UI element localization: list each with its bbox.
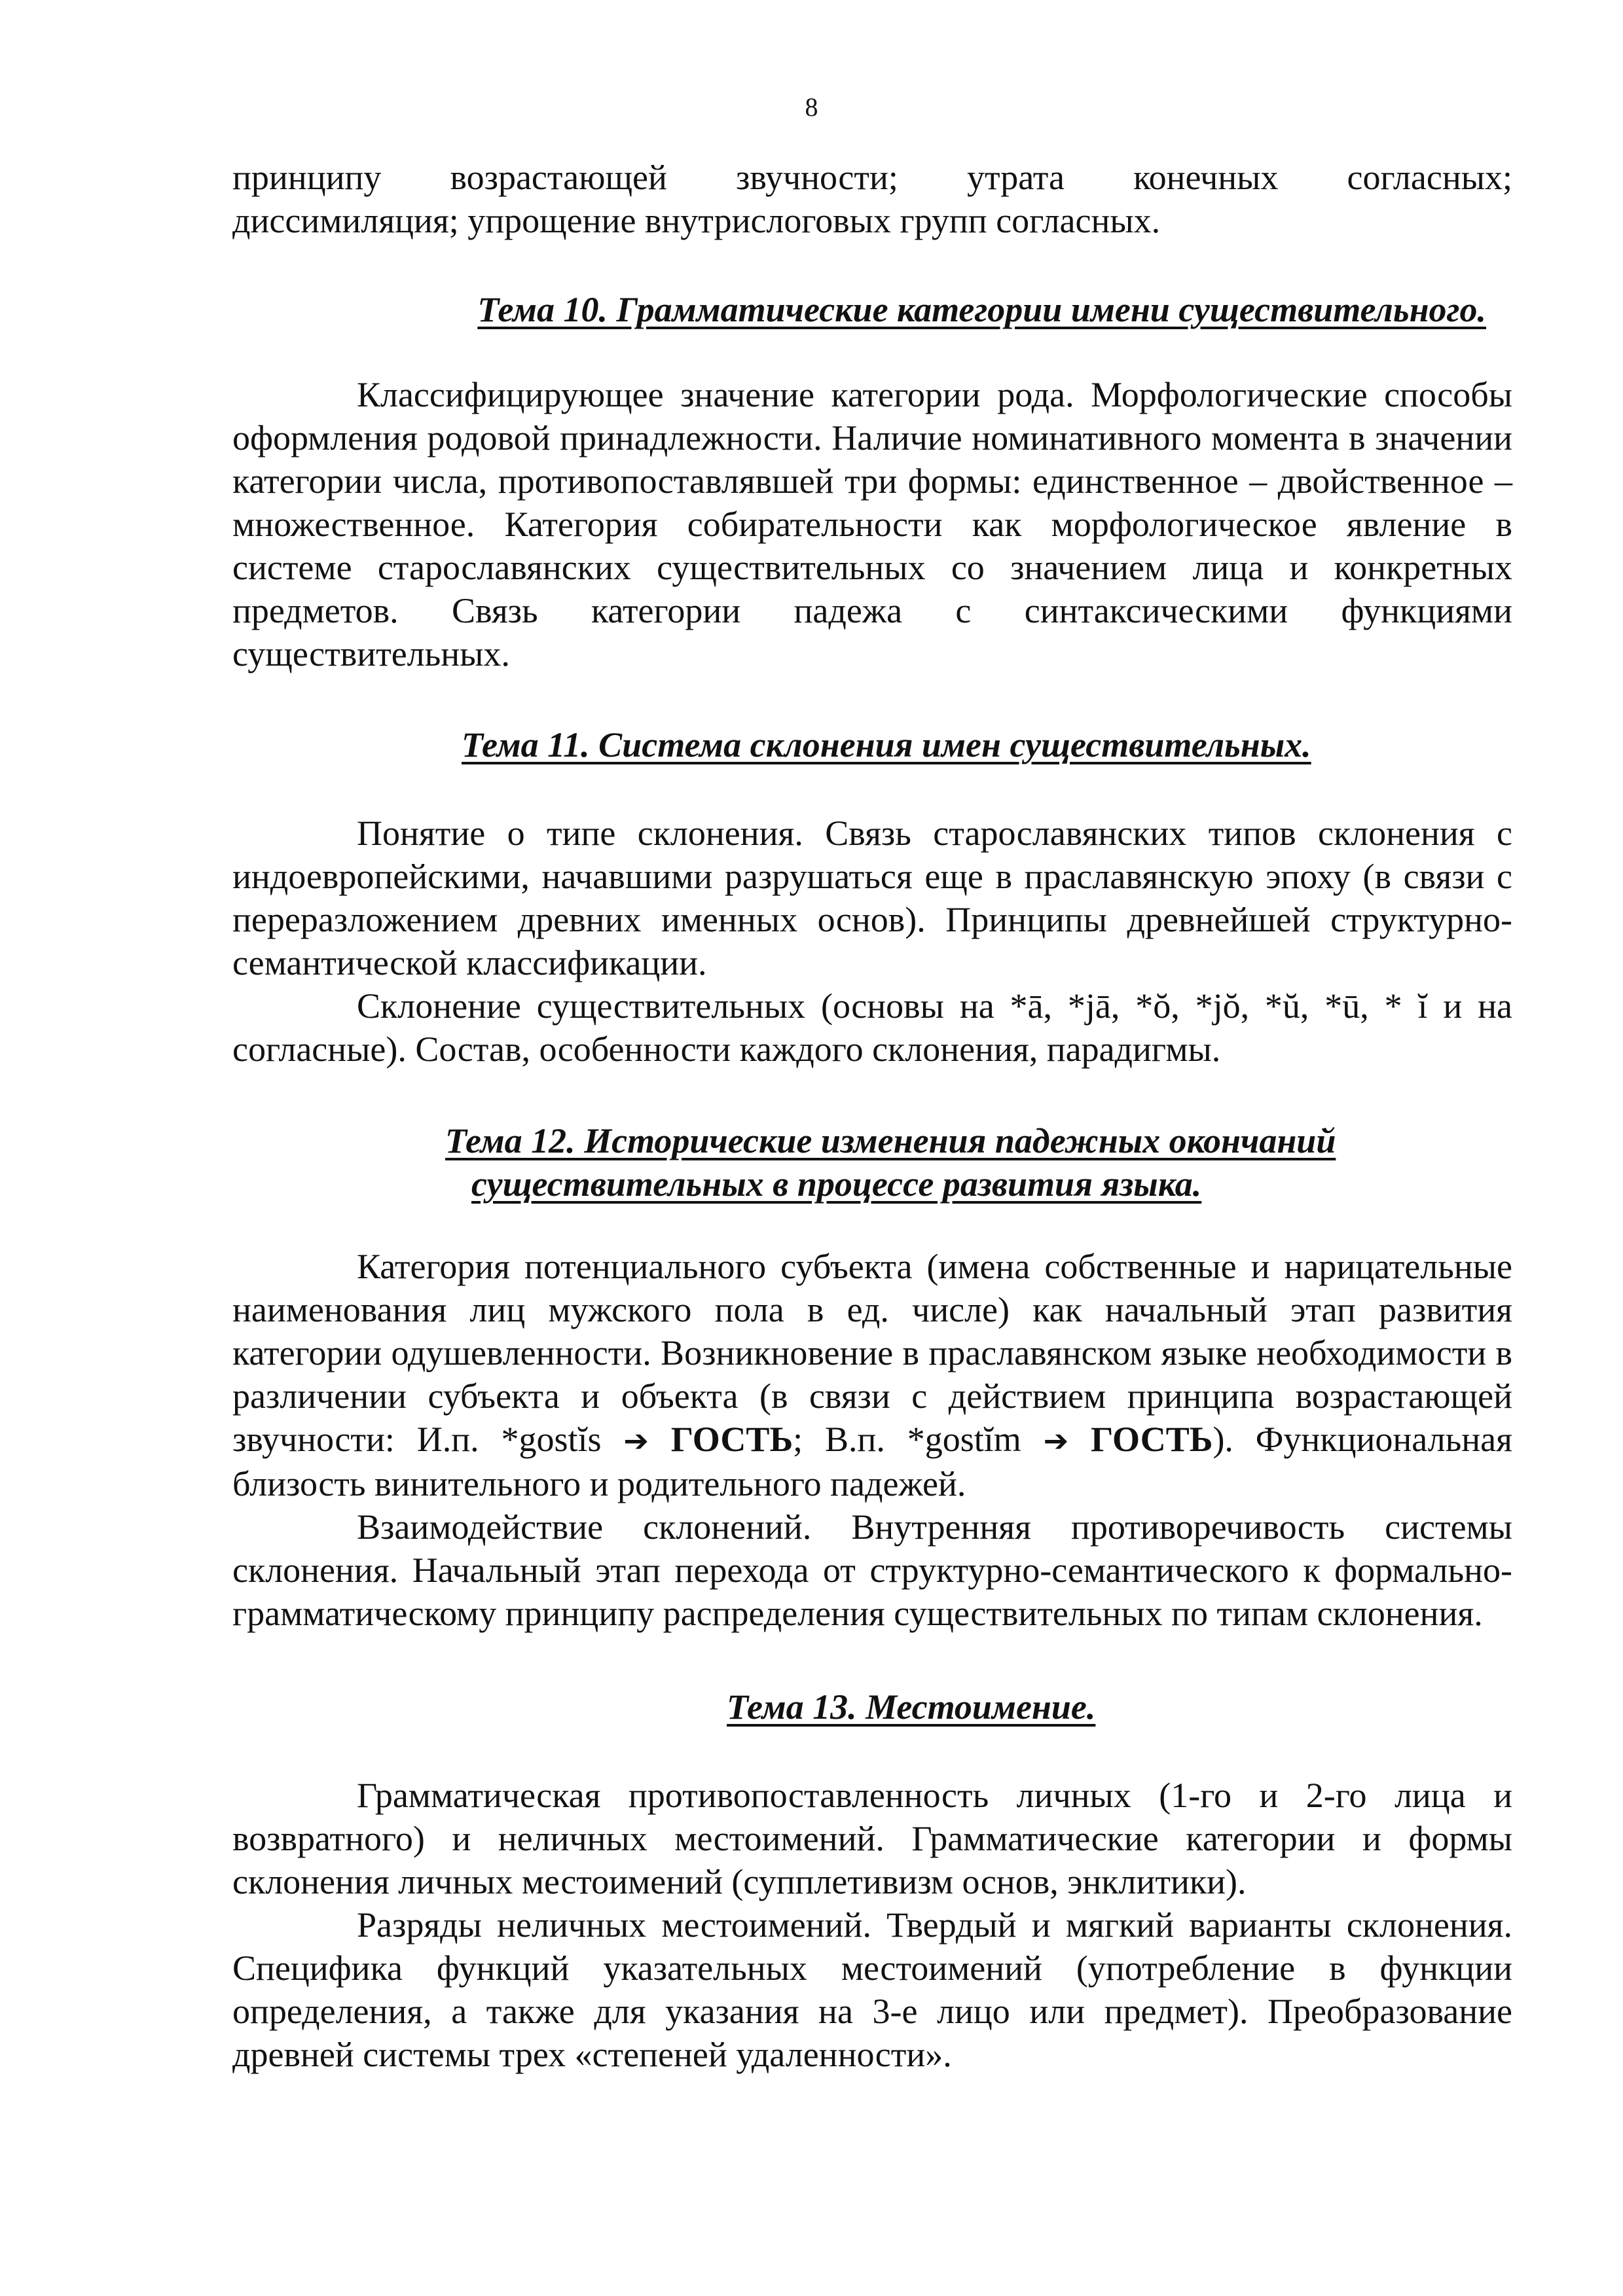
topic-12-text-2: ; В.п. *gostĭm xyxy=(793,1420,1044,1459)
topic-13-heading-block xyxy=(232,1685,1512,1729)
topic-12-paragraph-1 xyxy=(232,1245,1512,1505)
topic-12-heading-line-1: Тема 12. Исторические изменения падежных окончаний xyxy=(445,1121,1336,1160)
topic-10-paragraph-1: Классифицирующее значение категории рода. Морфологические способы оформления родовой принадлежности. Наличие номинативного момента в значении категории числа, противопоставлявшей три формы: единственное – двойственное – множественное. Категория собирательности как морфологическое явление в системе старославянских существительных со значением лица и конкретных предметов. Связь категории падежа с синтаксическими функциями существительных. xyxy=(232,375,1512,673)
topic-11-heading: Тема 11. Система склонения имен существительных. xyxy=(462,725,1311,764)
topic-11-paragraph-2: Склонение существительных (основы на *ā, *jā, *ŏ, *jŏ, *ŭ, *ū, * ĭ и на согласные). Состав, особенности каждого склонения, парадигмы. xyxy=(232,986,1512,1069)
topic-12-heading-line-2: существительных в процессе развития языка. xyxy=(471,1164,1202,1204)
continuation-paragraph xyxy=(232,156,1512,242)
arrow-right-icon: ➔ xyxy=(623,1423,649,1458)
continuation-line-1: принципу возрастающей звучности; утрата конечных согласных; xyxy=(232,158,1512,197)
topic-13-body xyxy=(232,1774,1512,2076)
topic-10-body xyxy=(232,373,1512,675)
page-number: 8 xyxy=(805,92,818,122)
topic-12-body xyxy=(232,1245,1512,1635)
arrow-right-icon: ➔ xyxy=(1043,1423,1069,1458)
topic-12-paragraph-2: Взаимодействие склонений. Внутренняя противоречивость системы склонения. Начальный этап перехода от структурно-семантического к формально-грамматическому принципу распределения существительных по типам склонения. xyxy=(232,1507,1512,1633)
topic-13-heading: Тема 13. Местоимение. xyxy=(727,1687,1096,1727)
topic-11-body xyxy=(232,812,1512,1071)
topic-11-paragraph-1: Понятие о типе склонения. Связь старославянских типов склонения с индоевропейскими, начавшими разрушаться еще в праславянскую эпоху (в связи с переразложением древних именных основ). Принципы древнейшей структурно-семантической классификации. xyxy=(232,814,1512,982)
topic-12-heading-block xyxy=(232,1119,1512,1206)
topic-13-paragraph-2: Разряды неличных местоимений. Твердый и мягкий варианты склонения. Специфика функций указательных местоимений (употребление в функции определения, а также для указания на 3-е лицо или предмет). Преобразование древней системы трех «степеней удаленности». xyxy=(232,1905,1512,2074)
topic-11-heading-block xyxy=(232,723,1512,766)
topic-10-heading: Тема 10. Грамматические категории имени существительного. xyxy=(477,290,1486,329)
topic-13-paragraph-1: Грамматическая противопоставленность личных (1-го и 2-го лица и возвратного) и неличных местоимений. Грамматические категории и формы склонения личных местоимений (супплетивизм основ, энклитики). xyxy=(232,1776,1512,1901)
word-gost-accusative: ГОСТЬ xyxy=(1091,1420,1213,1459)
continuation-line-2: диссимиляция; упрощение внутрислоговых групп согласных. xyxy=(232,201,1161,240)
topic-12-text-3: ). Функциональная близость винительного и родительного падежей. xyxy=(232,1420,1512,1503)
topic-12-text-1: Категория потенциального субъекта (имена собственные и нарицательные наименования лиц мужского пола в ед. числе) как начальный этап развития категории одушевленности. Возникновение в праславянском языке необходимости в различении субъекта и объекта (в связи с действием принципа возрастающей звучности: И.п. *gostĭs xyxy=(232,1247,1512,1459)
word-gost-nominative: ГОСТЬ xyxy=(670,1420,793,1459)
topic-10-heading-block xyxy=(232,288,1512,331)
